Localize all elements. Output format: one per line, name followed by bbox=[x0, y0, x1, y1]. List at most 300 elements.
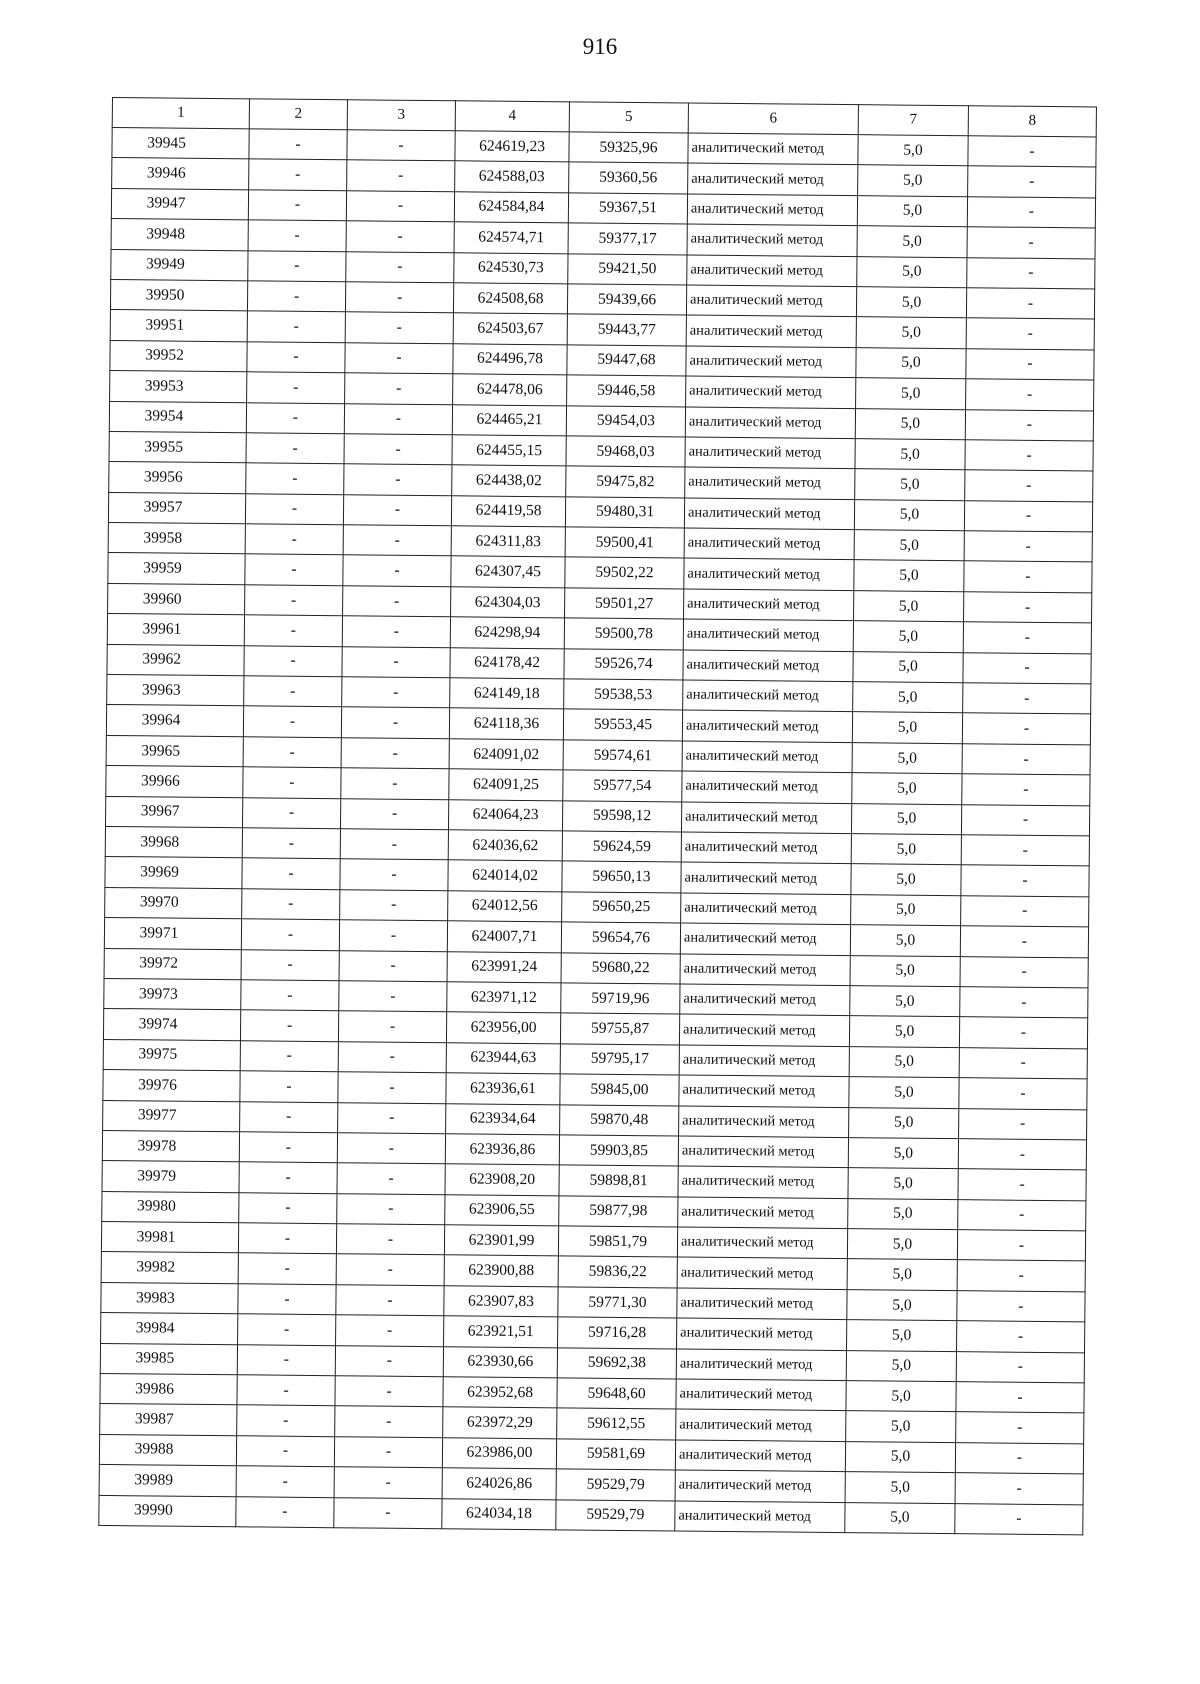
x-coordinate-cell: 624034,18 bbox=[442, 1498, 556, 1529]
point-number-cell: 39955 bbox=[109, 431, 246, 463]
point-number-cell: 39951 bbox=[110, 310, 247, 342]
x-coordinate-cell: 623972,29 bbox=[443, 1407, 557, 1438]
accuracy-cell: 5,0 bbox=[845, 1472, 955, 1503]
col8-value-cell: - bbox=[957, 1230, 1085, 1262]
method-cell: аналитический метод bbox=[685, 407, 855, 439]
column-header: 4 bbox=[455, 101, 569, 132]
accuracy-cell: 5,0 bbox=[857, 195, 967, 226]
accuracy-cell: 5,0 bbox=[850, 986, 960, 1017]
method-cell: аналитический метод bbox=[686, 346, 856, 378]
method-cell: аналитический метод bbox=[688, 133, 858, 165]
method-cell: аналитический метод bbox=[679, 1045, 849, 1077]
x-coordinate-cell: 624091,25 bbox=[449, 769, 563, 800]
col8-value-cell: - bbox=[955, 1473, 1083, 1505]
method-cell: аналитический метод bbox=[682, 771, 852, 803]
col2-value-cell: - bbox=[244, 615, 342, 646]
method-cell: аналитический метод bbox=[677, 1257, 847, 1289]
col8-value-cell: - bbox=[959, 1017, 1087, 1049]
col8-value-cell: - bbox=[959, 1108, 1087, 1140]
col8-value-cell: - bbox=[958, 1169, 1086, 1201]
y-coordinate-cell: 59475,82 bbox=[566, 466, 685, 498]
method-cell: аналитический метод bbox=[680, 984, 850, 1016]
col2-value-cell: - bbox=[246, 433, 344, 464]
col8-value-cell: - bbox=[959, 1047, 1087, 1079]
col3-value-cell: - bbox=[334, 1436, 442, 1467]
col8-value-cell: - bbox=[961, 895, 1089, 927]
col8-value-cell: - bbox=[960, 956, 1088, 988]
y-coordinate-cell: 59650,13 bbox=[562, 861, 681, 893]
x-coordinate-cell: 623986,00 bbox=[442, 1438, 556, 1469]
col8-value-cell: - bbox=[967, 196, 1095, 228]
col8-value-cell: - bbox=[968, 136, 1096, 168]
method-cell: аналитический метод bbox=[681, 893, 851, 925]
point-number-cell: 39978 bbox=[102, 1130, 239, 1162]
x-coordinate-cell: 624036,62 bbox=[448, 830, 562, 861]
x-coordinate-cell: 624619,23 bbox=[455, 131, 569, 162]
x-coordinate-cell: 623956,00 bbox=[446, 1012, 560, 1043]
method-cell: аналитический метод bbox=[686, 315, 856, 347]
col2-value-cell: - bbox=[241, 980, 339, 1011]
accuracy-cell: 5,0 bbox=[847, 1259, 957, 1290]
col3-value-cell: - bbox=[345, 373, 453, 404]
method-cell: аналитический метод bbox=[682, 710, 852, 742]
col2-value-cell: - bbox=[240, 1040, 338, 1071]
accuracy-cell: 5,0 bbox=[847, 1229, 957, 1260]
y-coordinate-cell: 59851,79 bbox=[558, 1226, 677, 1258]
accuracy-cell: 5,0 bbox=[848, 1138, 958, 1169]
col3-value-cell: - bbox=[342, 677, 450, 708]
col2-value-cell: - bbox=[241, 949, 339, 980]
col2-value-cell: - bbox=[247, 311, 345, 342]
column-header: 7 bbox=[858, 105, 968, 136]
point-number-cell: 39953 bbox=[110, 371, 247, 403]
point-number-cell: 39981 bbox=[101, 1222, 238, 1254]
col8-value-cell: - bbox=[957, 1291, 1085, 1323]
accuracy-cell: 5,0 bbox=[858, 135, 968, 166]
point-number-cell: 39968 bbox=[105, 826, 242, 858]
col2-value-cell: - bbox=[238, 1284, 336, 1315]
point-number-cell: 39990 bbox=[99, 1495, 236, 1527]
accuracy-cell: 5,0 bbox=[857, 226, 967, 257]
method-cell: аналитический метод bbox=[680, 954, 850, 986]
col8-value-cell: - bbox=[963, 683, 1091, 715]
col8-value-cell: - bbox=[957, 1260, 1085, 1292]
col2-value-cell: - bbox=[243, 737, 341, 768]
method-cell: аналитический метод bbox=[684, 498, 854, 530]
x-coordinate-cell: 624298,94 bbox=[450, 617, 564, 648]
method-cell: аналитический метод bbox=[684, 589, 854, 621]
method-cell: аналитический метод bbox=[676, 1409, 846, 1441]
col2-value-cell: - bbox=[247, 342, 345, 373]
accuracy-cell: 5,0 bbox=[856, 378, 966, 409]
y-coordinate-cell: 59480,31 bbox=[565, 497, 684, 529]
y-coordinate-cell: 59870,48 bbox=[560, 1104, 679, 1136]
col3-value-cell: - bbox=[336, 1224, 444, 1255]
col2-value-cell: - bbox=[248, 250, 346, 281]
point-number-cell: 39961 bbox=[107, 614, 244, 646]
y-coordinate-cell: 59898,81 bbox=[559, 1165, 678, 1197]
accuracy-cell: 5,0 bbox=[856, 287, 966, 318]
col8-value-cell: - bbox=[966, 379, 1094, 411]
point-number-cell: 39988 bbox=[99, 1434, 236, 1466]
col3-value-cell: - bbox=[340, 798, 448, 829]
accuracy-cell: 5,0 bbox=[846, 1381, 956, 1412]
y-coordinate-cell: 59680,22 bbox=[561, 952, 680, 984]
col3-value-cell: - bbox=[343, 555, 451, 586]
y-coordinate-cell: 59598,12 bbox=[562, 800, 681, 832]
coordinates-table bbox=[98, 97, 1097, 1535]
accuracy-cell: 5,0 bbox=[849, 1077, 959, 1108]
accuracy-cell: 5,0 bbox=[856, 347, 966, 378]
method-cell: аналитический метод bbox=[675, 1470, 845, 1502]
x-coordinate-cell: 624026,86 bbox=[442, 1468, 556, 1499]
table-body bbox=[99, 128, 1096, 1535]
x-coordinate-cell: 623901,99 bbox=[444, 1225, 558, 1256]
col8-value-cell: - bbox=[956, 1382, 1084, 1414]
y-coordinate-cell: 59500,78 bbox=[564, 618, 683, 650]
point-number-cell: 39960 bbox=[108, 583, 245, 615]
col3-value-cell: - bbox=[340, 859, 448, 890]
col8-value-cell: - bbox=[963, 622, 1091, 654]
col2-value-cell: - bbox=[249, 129, 347, 160]
point-number-cell: 39971 bbox=[104, 918, 241, 950]
method-cell: аналитический метод bbox=[676, 1349, 846, 1381]
point-number-cell: 39985 bbox=[100, 1343, 237, 1375]
x-coordinate-cell: 624588,03 bbox=[455, 161, 569, 192]
method-cell: аналитический метод bbox=[688, 163, 858, 195]
accuracy-cell: 5,0 bbox=[855, 439, 965, 470]
col3-value-cell: - bbox=[347, 160, 455, 191]
point-number-cell: 39964 bbox=[106, 705, 243, 737]
y-coordinate-cell: 59529,79 bbox=[556, 1469, 675, 1501]
col2-value-cell: - bbox=[246, 463, 344, 494]
point-number-cell: 39975 bbox=[103, 1039, 240, 1071]
accuracy-cell: 5,0 bbox=[851, 803, 961, 834]
method-cell: аналитический метод bbox=[677, 1227, 847, 1259]
column-header: 8 bbox=[968, 106, 1096, 137]
col3-value-cell: - bbox=[346, 251, 454, 282]
x-coordinate-cell: 624012,56 bbox=[448, 891, 562, 922]
method-cell: аналитический метод bbox=[683, 650, 853, 682]
x-coordinate-cell: 624064,23 bbox=[448, 799, 562, 830]
x-coordinate-cell: 623900,88 bbox=[444, 1255, 558, 1286]
point-number-cell: 39977 bbox=[103, 1100, 240, 1132]
point-number-cell: 39972 bbox=[104, 948, 241, 980]
y-coordinate-cell: 59529,79 bbox=[556, 1499, 675, 1531]
method-cell: аналитический метод bbox=[675, 1440, 845, 1472]
col3-value-cell: - bbox=[346, 191, 454, 222]
x-coordinate-cell: 623952,68 bbox=[443, 1377, 557, 1408]
col8-value-cell: - bbox=[966, 348, 1094, 380]
point-number-cell: 39970 bbox=[105, 887, 242, 919]
point-number-cell: 39946 bbox=[112, 158, 249, 190]
x-coordinate-cell: 623936,86 bbox=[445, 1134, 559, 1165]
point-number-cell: 39976 bbox=[103, 1070, 240, 1102]
method-cell: аналитический метод bbox=[678, 1166, 848, 1198]
col2-value-cell: - bbox=[242, 858, 340, 889]
col3-value-cell: - bbox=[344, 464, 452, 495]
accuracy-cell: 5,0 bbox=[851, 894, 961, 925]
col3-value-cell: - bbox=[334, 1467, 442, 1498]
point-number-cell: 39963 bbox=[107, 675, 244, 707]
y-coordinate-cell: 59719,96 bbox=[561, 983, 680, 1015]
column-header: 5 bbox=[569, 102, 688, 133]
col2-value-cell: - bbox=[240, 1071, 338, 1102]
x-coordinate-cell: 624574,71 bbox=[454, 222, 568, 253]
col8-value-cell: - bbox=[961, 865, 1089, 897]
col3-value-cell: - bbox=[347, 130, 455, 161]
method-cell: аналитический метод bbox=[681, 802, 851, 834]
point-number-cell: 39973 bbox=[104, 978, 241, 1010]
col8-value-cell: - bbox=[959, 1078, 1087, 1110]
y-coordinate-cell: 59581,69 bbox=[556, 1439, 675, 1471]
col8-value-cell: - bbox=[960, 926, 1088, 958]
y-coordinate-cell: 59624,59 bbox=[562, 831, 681, 863]
method-cell: аналитический метод bbox=[682, 741, 852, 773]
col3-value-cell: - bbox=[337, 1133, 445, 1164]
method-cell: аналитический метод bbox=[687, 255, 857, 287]
accuracy-cell: 5,0 bbox=[854, 591, 964, 622]
x-coordinate-cell: 623934,64 bbox=[446, 1103, 560, 1134]
point-number-cell: 39962 bbox=[107, 644, 244, 676]
method-cell: аналитический метод bbox=[679, 1105, 849, 1137]
y-coordinate-cell: 59755,87 bbox=[560, 1013, 679, 1045]
col3-value-cell: - bbox=[338, 1041, 446, 1072]
accuracy-cell: 5,0 bbox=[849, 1046, 959, 1077]
method-cell: аналитический метод bbox=[678, 1197, 848, 1229]
point-number-cell: 39980 bbox=[102, 1191, 239, 1223]
col3-value-cell: - bbox=[343, 586, 451, 617]
col3-value-cell: - bbox=[345, 342, 453, 373]
col8-value-cell: - bbox=[964, 561, 1092, 593]
accuracy-cell: 5,0 bbox=[849, 1107, 959, 1138]
point-number-cell: 39969 bbox=[105, 857, 242, 889]
point-number-cell: 39949 bbox=[111, 249, 248, 281]
col8-value-cell: - bbox=[966, 318, 1094, 350]
point-number-cell: 39952 bbox=[110, 340, 247, 372]
point-number-cell: 39979 bbox=[102, 1161, 239, 1193]
col3-value-cell: - bbox=[345, 282, 453, 313]
y-coordinate-cell: 59612,55 bbox=[557, 1408, 676, 1440]
x-coordinate-cell: 623971,12 bbox=[447, 982, 561, 1013]
accuracy-cell: 5,0 bbox=[851, 834, 961, 865]
point-number-cell: 39947 bbox=[111, 188, 248, 220]
y-coordinate-cell: 59500,41 bbox=[565, 527, 684, 559]
x-coordinate-cell: 624503,67 bbox=[453, 313, 567, 344]
col3-value-cell: - bbox=[342, 616, 450, 647]
col2-value-cell: - bbox=[248, 190, 346, 221]
col2-value-cell: - bbox=[247, 372, 345, 403]
col3-value-cell: - bbox=[343, 525, 451, 556]
point-number-cell: 39965 bbox=[106, 735, 243, 767]
accuracy-cell: 5,0 bbox=[852, 773, 962, 804]
x-coordinate-cell: 624307,45 bbox=[451, 556, 565, 587]
x-coordinate-cell: 624496,78 bbox=[453, 344, 567, 375]
col2-value-cell: - bbox=[245, 585, 343, 616]
point-number-cell: 39956 bbox=[109, 462, 246, 494]
column-header: 3 bbox=[347, 100, 455, 131]
x-coordinate-cell: 624508,68 bbox=[453, 283, 567, 314]
y-coordinate-cell: 59325,96 bbox=[569, 132, 688, 164]
col3-value-cell: - bbox=[339, 950, 447, 981]
accuracy-cell: 5,0 bbox=[847, 1320, 957, 1351]
col8-value-cell: - bbox=[962, 774, 1090, 806]
point-number-cell: 39958 bbox=[108, 523, 245, 555]
x-coordinate-cell: 624478,06 bbox=[453, 374, 567, 405]
y-coordinate-cell: 59903,85 bbox=[559, 1135, 678, 1167]
x-coordinate-cell: 623906,55 bbox=[445, 1194, 559, 1225]
col3-value-cell: - bbox=[334, 1497, 442, 1528]
col3-value-cell: - bbox=[343, 494, 451, 525]
column-header: 6 bbox=[688, 103, 858, 135]
col2-value-cell: - bbox=[238, 1314, 336, 1345]
y-coordinate-cell: 59650,25 bbox=[562, 892, 681, 924]
col3-value-cell: - bbox=[339, 920, 447, 951]
accuracy-cell: 5,0 bbox=[852, 712, 962, 743]
accuracy-cell: 5,0 bbox=[849, 1016, 959, 1047]
y-coordinate-cell: 59771,30 bbox=[558, 1287, 677, 1319]
x-coordinate-cell: 623991,24 bbox=[447, 951, 561, 982]
y-coordinate-cell: 59439,66 bbox=[567, 284, 686, 316]
accuracy-cell: 5,0 bbox=[854, 560, 964, 591]
method-cell: аналитический метод bbox=[686, 376, 856, 408]
page-number: 916 bbox=[582, 34, 618, 59]
col3-value-cell: - bbox=[341, 738, 449, 769]
accuracy-cell: 5,0 bbox=[850, 955, 960, 986]
x-coordinate-cell: 624584,84 bbox=[454, 192, 568, 223]
accuracy-cell: 5,0 bbox=[851, 864, 961, 895]
accuracy-cell: 5,0 bbox=[847, 1289, 957, 1320]
col3-value-cell: - bbox=[344, 403, 452, 434]
accuracy-cell: 5,0 bbox=[846, 1350, 956, 1381]
accuracy-cell: 5,0 bbox=[854, 499, 964, 530]
point-number-cell: 39987 bbox=[100, 1404, 237, 1436]
col2-value-cell: - bbox=[237, 1405, 335, 1436]
col2-value-cell: - bbox=[236, 1436, 334, 1467]
point-number-cell: 39945 bbox=[112, 128, 249, 160]
x-coordinate-cell: 623936,61 bbox=[446, 1073, 560, 1104]
x-coordinate-cell: 624149,18 bbox=[450, 678, 564, 709]
col8-value-cell: - bbox=[956, 1351, 1084, 1383]
accuracy-cell: 5,0 bbox=[852, 742, 962, 773]
y-coordinate-cell: 59692,38 bbox=[557, 1347, 676, 1379]
col2-value-cell: - bbox=[244, 645, 342, 676]
col2-value-cell: - bbox=[236, 1466, 334, 1497]
col2-value-cell: - bbox=[244, 676, 342, 707]
point-number-cell: 39983 bbox=[101, 1282, 238, 1314]
y-coordinate-cell: 59654,76 bbox=[561, 922, 680, 954]
col8-value-cell: - bbox=[960, 987, 1088, 1019]
method-cell: аналитический метод bbox=[679, 1014, 849, 1046]
col2-value-cell: - bbox=[249, 159, 347, 190]
col2-value-cell: - bbox=[237, 1375, 335, 1406]
col8-value-cell: - bbox=[955, 1503, 1083, 1535]
x-coordinate-cell: 623908,20 bbox=[445, 1164, 559, 1195]
column-header: 2 bbox=[249, 99, 347, 130]
point-number-cell: 39950 bbox=[110, 279, 247, 311]
x-coordinate-cell: 624311,83 bbox=[451, 526, 565, 557]
y-coordinate-cell: 59716,28 bbox=[558, 1317, 677, 1349]
col8-value-cell: - bbox=[965, 409, 1093, 441]
col2-value-cell: - bbox=[240, 1101, 338, 1132]
method-cell: аналитический метод bbox=[681, 862, 851, 894]
accuracy-cell: 5,0 bbox=[853, 682, 963, 713]
col8-value-cell: - bbox=[956, 1321, 1084, 1353]
col3-value-cell: - bbox=[336, 1285, 444, 1316]
col3-value-cell: - bbox=[341, 707, 449, 738]
x-coordinate-cell: 623930,66 bbox=[443, 1346, 557, 1377]
accuracy-cell: 5,0 bbox=[845, 1502, 955, 1533]
y-coordinate-cell: 59468,03 bbox=[566, 436, 685, 468]
col3-value-cell: - bbox=[340, 889, 448, 920]
x-coordinate-cell: 624091,02 bbox=[449, 739, 563, 770]
y-coordinate-cell: 59836,22 bbox=[558, 1256, 677, 1288]
col3-value-cell: - bbox=[340, 829, 448, 860]
point-number-cell: 39974 bbox=[103, 1009, 240, 1041]
col2-value-cell: - bbox=[242, 828, 340, 859]
col8-value-cell: - bbox=[961, 835, 1089, 867]
accuracy-cell: 5,0 bbox=[848, 1168, 958, 1199]
col3-value-cell: - bbox=[338, 1011, 446, 1042]
column-header: 1 bbox=[112, 98, 249, 129]
col3-value-cell: - bbox=[344, 434, 452, 465]
y-coordinate-cell: 59553,45 bbox=[563, 709, 682, 741]
accuracy-cell: 5,0 bbox=[854, 530, 964, 561]
col2-value-cell: - bbox=[245, 493, 343, 524]
col2-value-cell: - bbox=[239, 1132, 337, 1163]
method-cell: аналитический метод bbox=[679, 1075, 849, 1107]
col2-value-cell: - bbox=[236, 1496, 334, 1527]
col8-value-cell: - bbox=[967, 227, 1095, 259]
method-cell: аналитический метод bbox=[680, 923, 850, 955]
method-cell: аналитический метод bbox=[685, 437, 855, 469]
col8-value-cell: - bbox=[955, 1442, 1083, 1474]
y-coordinate-cell: 59574,61 bbox=[563, 740, 682, 772]
method-cell: аналитический метод bbox=[684, 528, 854, 560]
col8-value-cell: - bbox=[958, 1139, 1086, 1171]
point-number-cell: 39984 bbox=[101, 1313, 238, 1345]
col3-value-cell: - bbox=[338, 1102, 446, 1133]
method-cell: аналитический метод bbox=[685, 467, 855, 499]
col8-value-cell: - bbox=[958, 1199, 1086, 1231]
col2-value-cell: - bbox=[242, 889, 340, 920]
col8-value-cell: - bbox=[967, 257, 1095, 289]
method-cell: аналитический метод bbox=[676, 1379, 846, 1411]
accuracy-cell: 5,0 bbox=[857, 256, 967, 287]
col8-value-cell: - bbox=[964, 592, 1092, 624]
y-coordinate-cell: 59502,22 bbox=[565, 557, 684, 589]
col3-value-cell: - bbox=[342, 646, 450, 677]
col2-value-cell: - bbox=[243, 767, 341, 798]
y-coordinate-cell: 59446,58 bbox=[567, 375, 686, 407]
col8-value-cell: - bbox=[956, 1412, 1084, 1444]
x-coordinate-cell: 624465,21 bbox=[452, 404, 566, 435]
col3-value-cell: - bbox=[345, 312, 453, 343]
y-coordinate-cell: 59648,60 bbox=[557, 1378, 676, 1410]
col2-value-cell: - bbox=[240, 1010, 338, 1041]
x-coordinate-cell: 623921,51 bbox=[444, 1316, 558, 1347]
method-cell: аналитический метод bbox=[677, 1318, 847, 1350]
y-coordinate-cell: 59360,56 bbox=[569, 162, 688, 194]
accuracy-cell: 5,0 bbox=[855, 408, 965, 439]
col8-value-cell: - bbox=[963, 652, 1091, 684]
accuracy-cell: 5,0 bbox=[853, 651, 963, 682]
col3-value-cell: - bbox=[335, 1376, 443, 1407]
method-cell: аналитический метод bbox=[677, 1288, 847, 1320]
col3-value-cell: - bbox=[341, 768, 449, 799]
col2-value-cell: - bbox=[247, 281, 345, 312]
accuracy-cell: 5,0 bbox=[845, 1441, 955, 1472]
